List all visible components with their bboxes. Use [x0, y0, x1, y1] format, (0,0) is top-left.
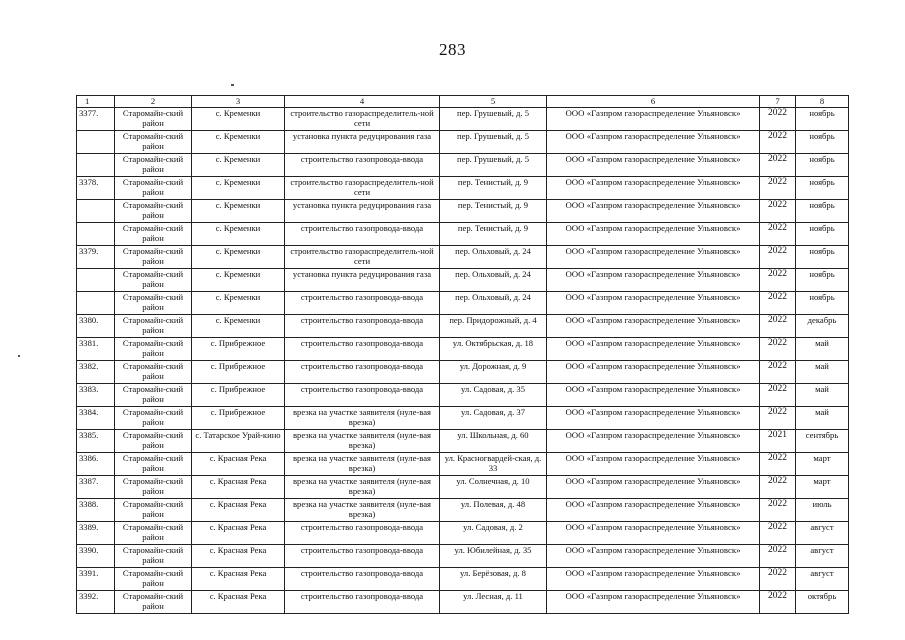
organization-cell: ООО «Газпром газораспределение Ульяновск» [547, 384, 760, 407]
year-cell: 2022 [760, 223, 796, 246]
year-cell: 2022 [760, 246, 796, 269]
work-type-cell: строительство газопровода-ввода [285, 591, 440, 614]
year-cell: 2022 [760, 200, 796, 223]
table-row [77, 108, 849, 131]
table-row [77, 430, 849, 453]
table-row [77, 154, 849, 177]
locality-cell: с. Кременки [192, 269, 285, 292]
district-cell: Старомайн-ский район [115, 384, 192, 407]
locality-cell: с. Кременки [192, 131, 285, 154]
work-type-cell: строительство газопровода-ввода [285, 522, 440, 545]
work-type-cell: врезка на участке заявителя (нуле-вая врезка) [285, 430, 440, 453]
year-cell: 2022 [760, 545, 796, 568]
address-cell: ул. Полевая, д. 48 [440, 499, 547, 522]
address-cell: ул. Лесная, д. 11 [440, 591, 547, 614]
month-cell: ноябрь [796, 246, 849, 269]
locality-cell: с. Красная Река [192, 591, 285, 614]
month-cell: март [796, 476, 849, 499]
month-cell: ноябрь [796, 269, 849, 292]
address-cell: ул. Солнечная, д. 10 [440, 476, 547, 499]
organization-cell: ООО «Газпром газораспределение Ульяновск» [547, 154, 760, 177]
column-header: 6 [547, 96, 760, 108]
locality-cell: с. Прибрежное [192, 338, 285, 361]
record-number: 3381. [77, 338, 115, 361]
locality-cell: с. Красная Река [192, 453, 285, 476]
table-row [77, 292, 849, 315]
district-cell: Старомайн-ский район [115, 131, 192, 154]
table-row [77, 568, 849, 591]
locality-cell: с. Красная Река [192, 476, 285, 499]
record-number: 3391. [77, 568, 115, 591]
address-cell: ул. Школьная, д. 60 [440, 430, 547, 453]
table-row [77, 338, 849, 361]
locality-cell: с. Кременки [192, 200, 285, 223]
month-cell: май [796, 361, 849, 384]
organization-cell: ООО «Газпром газораспределение Ульяновск» [547, 361, 760, 384]
address-cell: пер. Грушевый, д. 5 [440, 154, 547, 177]
record-number: 3384. [77, 407, 115, 430]
year-cell: 2022 [760, 407, 796, 430]
work-type-cell: строительство газопровода-ввода [285, 568, 440, 591]
address-cell: ул. Садовая, д. 35 [440, 384, 547, 407]
organization-cell: ООО «Газпром газораспределение Ульяновск» [547, 292, 760, 315]
record-number: 3380. [77, 315, 115, 338]
address-cell: пер. Грушевый, д. 5 [440, 108, 547, 131]
organization-cell: ООО «Газпром газораспределение Ульяновск» [547, 522, 760, 545]
month-cell: май [796, 384, 849, 407]
scan-speck [231, 84, 234, 86]
month-cell: ноябрь [796, 131, 849, 154]
work-type-cell: врезка на участке заявителя (нуле-вая врезка) [285, 453, 440, 476]
organization-cell: ООО «Газпром газораспределение Ульяновск» [547, 499, 760, 522]
work-type-cell: строительство газораспределитель-ной сети [285, 177, 440, 200]
locality-cell: с. Красная Река [192, 545, 285, 568]
district-cell: Старомайн-ский район [115, 591, 192, 614]
locality-cell: с. Прибрежное [192, 384, 285, 407]
table-row [77, 591, 849, 614]
month-cell: ноябрь [796, 200, 849, 223]
record-number: 3392. [77, 591, 115, 614]
work-type-cell: строительство газопровода-ввода [285, 338, 440, 361]
year-cell: 2022 [760, 315, 796, 338]
record-number [77, 223, 115, 246]
organization-cell: ООО «Газпром газораспределение Ульяновск» [547, 246, 760, 269]
year-cell: 2022 [760, 269, 796, 292]
work-type-cell: врезка на участке заявителя (нуле-вая врезка) [285, 499, 440, 522]
district-cell: Старомайн-ский район [115, 246, 192, 269]
work-type-cell: строительство газораспределитель-ной сети [285, 108, 440, 131]
table-row [77, 315, 849, 338]
work-type-cell: строительство газопровода-ввода [285, 154, 440, 177]
record-number: 3386. [77, 453, 115, 476]
address-cell: ул. Красногвардей-ская, д. 33 [440, 453, 547, 476]
locality-cell: с. Кременки [192, 223, 285, 246]
month-cell: октябрь [796, 591, 849, 614]
organization-cell: ООО «Газпром газораспределение Ульяновск» [547, 200, 760, 223]
year-cell: 2022 [760, 292, 796, 315]
month-cell: май [796, 338, 849, 361]
month-cell: ноябрь [796, 108, 849, 131]
month-cell: август [796, 522, 849, 545]
district-cell: Старомайн-ский район [115, 545, 192, 568]
month-cell: ноябрь [796, 154, 849, 177]
locality-cell: с. Красная Река [192, 499, 285, 522]
table-row [77, 407, 849, 430]
organization-cell: ООО «Газпром газораспределение Ульяновск» [547, 476, 760, 499]
district-cell: Старомайн-ский район [115, 338, 192, 361]
district-cell: Старомайн-ский район [115, 223, 192, 246]
organization-cell: ООО «Газпром газораспределение Ульяновск» [547, 131, 760, 154]
organization-cell: ООО «Газпром газораспределение Ульяновск» [547, 430, 760, 453]
record-number [77, 269, 115, 292]
organization-cell: ООО «Газпром газораспределение Ульяновск» [547, 568, 760, 591]
year-cell: 2022 [760, 361, 796, 384]
column-header: 3 [192, 96, 285, 108]
locality-cell: с. Красная Река [192, 522, 285, 545]
year-cell: 2022 [760, 476, 796, 499]
district-cell: Старомайн-ский район [115, 568, 192, 591]
record-number: 3388. [77, 499, 115, 522]
record-number [77, 154, 115, 177]
locality-cell: с. Кременки [192, 292, 285, 315]
table-row [77, 177, 849, 200]
year-cell: 2022 [760, 522, 796, 545]
table-row [77, 545, 849, 568]
month-cell: сентябрь [796, 430, 849, 453]
column-header: 5 [440, 96, 547, 108]
address-cell: пер. Ольховый, д. 24 [440, 292, 547, 315]
district-cell: Старомайн-ский район [115, 522, 192, 545]
address-cell: пер. Ольховый, д. 24 [440, 269, 547, 292]
work-type-cell: строительство газопровода-ввода [285, 545, 440, 568]
table-body [77, 108, 849, 614]
work-type-cell: строительство газораспределитель-ной сети [285, 246, 440, 269]
record-number: 3379. [77, 246, 115, 269]
district-cell: Старомайн-ский район [115, 407, 192, 430]
month-cell: август [796, 545, 849, 568]
record-number: 3378. [77, 177, 115, 200]
month-cell: ноябрь [796, 223, 849, 246]
month-cell: август [796, 568, 849, 591]
table-row [77, 269, 849, 292]
locality-cell: с. Кременки [192, 315, 285, 338]
record-number: 3382. [77, 361, 115, 384]
record-number [77, 200, 115, 223]
column-header: 8 [796, 96, 849, 108]
district-cell: Старомайн-ский район [115, 177, 192, 200]
record-number [77, 131, 115, 154]
year-cell: 2022 [760, 177, 796, 200]
table-row [77, 499, 849, 522]
column-header: 7 [760, 96, 796, 108]
organization-cell: ООО «Газпром газораспределение Ульяновск» [547, 338, 760, 361]
year-cell: 2022 [760, 108, 796, 131]
column-header: 4 [285, 96, 440, 108]
record-number: 3383. [77, 384, 115, 407]
month-cell: декабрь [796, 315, 849, 338]
year-cell: 2022 [760, 338, 796, 361]
year-cell: 2022 [760, 591, 796, 614]
column-header: 1 [77, 96, 115, 108]
table-row [77, 522, 849, 545]
organization-cell: ООО «Газпром газораспределение Ульяновск» [547, 269, 760, 292]
locality-cell: с. Красная Река [192, 568, 285, 591]
work-type-cell: врезка на участке заявителя (нуле-вая врезка) [285, 407, 440, 430]
address-cell: ул. Садовая, д. 37 [440, 407, 547, 430]
district-cell: Старомайн-ский район [115, 499, 192, 522]
work-type-cell: установка пункта редуцирования газа [285, 200, 440, 223]
month-cell: ноябрь [796, 177, 849, 200]
locality-cell: с. Кременки [192, 108, 285, 131]
record-number: 3390. [77, 545, 115, 568]
year-cell: 2022 [760, 453, 796, 476]
table-row [77, 200, 849, 223]
work-type-cell: строительство газопровода-ввода [285, 384, 440, 407]
address-cell: пер. Тенистый, д. 9 [440, 177, 547, 200]
scan-speck [18, 355, 20, 357]
address-cell: пер. Грушевый, д. 5 [440, 131, 547, 154]
organization-cell: ООО «Газпром газораспределение Ульяновск» [547, 177, 760, 200]
work-type-cell: установка пункта редуцирования газа [285, 131, 440, 154]
table-row [77, 223, 849, 246]
address-cell: пер. Ольховый, д. 24 [440, 246, 547, 269]
table-row [77, 384, 849, 407]
month-cell: март [796, 453, 849, 476]
record-number: 3377. [77, 108, 115, 131]
address-cell: ул. Берёзовая, д. 8 [440, 568, 547, 591]
year-cell: 2022 [760, 154, 796, 177]
record-number: 3385. [77, 430, 115, 453]
locality-cell: с. Кременки [192, 246, 285, 269]
locality-cell: с. Татарское Урай-кино [192, 430, 285, 453]
record-number: 3387. [77, 476, 115, 499]
district-cell: Старомайн-ский район [115, 453, 192, 476]
address-cell: ул. Юбилейная, д. 35 [440, 545, 547, 568]
address-cell: ул. Октябрьская, д. 18 [440, 338, 547, 361]
year-cell: 2022 [760, 568, 796, 591]
address-cell: ул. Садовая, д. 2 [440, 522, 547, 545]
table-row [77, 361, 849, 384]
address-cell: ул. Дорожная, д. 9 [440, 361, 547, 384]
page-number: 283 [439, 40, 466, 59]
year-cell: 2022 [760, 384, 796, 407]
table-row [77, 246, 849, 269]
table-row [77, 131, 849, 154]
work-type-cell: строительство газопровода-ввода [285, 361, 440, 384]
district-cell: Старомайн-ский район [115, 108, 192, 131]
district-cell: Старомайн-ский район [115, 430, 192, 453]
address-cell: пер. Придорожный, д. 4 [440, 315, 547, 338]
organization-cell: ООО «Газпром газораспределение Ульяновск» [547, 407, 760, 430]
locality-cell: с. Кременки [192, 177, 285, 200]
district-cell: Старомайн-ский район [115, 154, 192, 177]
organization-cell: ООО «Газпром газораспределение Ульяновск» [547, 453, 760, 476]
month-cell: май [796, 407, 849, 430]
work-type-cell: установка пункта редуцирования газа [285, 269, 440, 292]
district-cell: Старомайн-ский район [115, 361, 192, 384]
year-cell: 2022 [760, 499, 796, 522]
column-header: 2 [115, 96, 192, 108]
table-row [77, 453, 849, 476]
organization-cell: ООО «Газпром газораспределение Ульяновск» [547, 545, 760, 568]
locality-cell: с. Прибрежное [192, 361, 285, 384]
organization-cell: ООО «Газпром газораспределение Ульяновск» [547, 315, 760, 338]
work-type-cell: врезка на участке заявителя (нуле-вая врезка) [285, 476, 440, 499]
header-row [77, 96, 849, 108]
district-cell: Старомайн-ский район [115, 315, 192, 338]
year-cell: 2021 [760, 430, 796, 453]
record-number: 3389. [77, 522, 115, 545]
organization-cell: ООО «Газпром газораспределение Ульяновск» [547, 223, 760, 246]
district-cell: Старомайн-ский район [115, 269, 192, 292]
register-table [76, 95, 849, 614]
work-type-cell: строительство газопровода-ввода [285, 292, 440, 315]
address-cell: пер. Тенистый, д. 9 [440, 200, 547, 223]
district-cell: Старомайн-ский район [115, 292, 192, 315]
district-cell: Старомайн-ский район [115, 476, 192, 499]
work-type-cell: строительство газопровода-ввода [285, 223, 440, 246]
organization-cell: ООО «Газпром газораспределение Ульяновск» [547, 108, 760, 131]
address-cell: пер. Тенистый, д. 9 [440, 223, 547, 246]
locality-cell: с. Прибрежное [192, 407, 285, 430]
month-cell: ноябрь [796, 292, 849, 315]
locality-cell: с. Кременки [192, 154, 285, 177]
district-cell: Старомайн-ский район [115, 200, 192, 223]
record-number [77, 292, 115, 315]
year-cell: 2022 [760, 131, 796, 154]
table-row [77, 476, 849, 499]
organization-cell: ООО «Газпром газораспределение Ульяновск» [547, 591, 760, 614]
work-type-cell: строительство газопровода-ввода [285, 315, 440, 338]
month-cell: июль [796, 499, 849, 522]
